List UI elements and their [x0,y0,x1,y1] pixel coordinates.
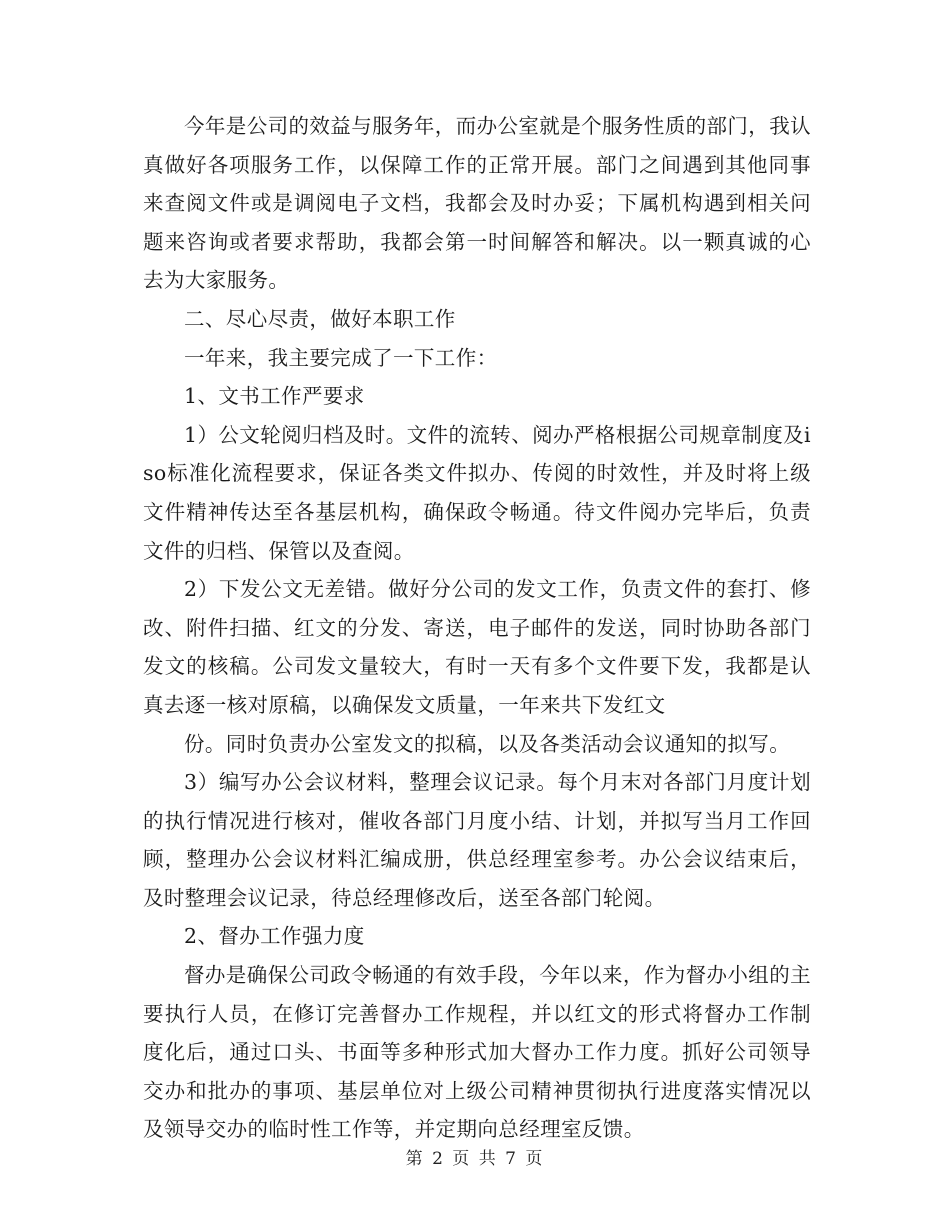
paragraph-service-work: 今年是公司的效益与服务年，而办公室就是个服务性质的部门，我认真做好各项服务工作，以保障工作的正常开展。部门之间遇到其他同事来查阅文件或是调阅电子文档，我都会及时办妥；下属机构遇到相关问题来咨询或者要求帮助，我都会第一时间解答和解决。以一颗真诚的心去为大家服务。 [143,114,811,293]
paragraph-intro-work: 一年来，我主要完成了一下工作： [184,345,498,370]
paragraph-document-issuing-continued: 份。同时负责办公室发文的拟稿，以及各类活动会议通知的拟写。 [184,731,791,756]
subheading-supervision-work: 2、督办工作强力度 [184,924,365,949]
page-number-footer: 第 2 页 共 7 页 [405,1149,545,1169]
paragraph-meeting-materials: 3）编写办公会议材料，整理会议记录。每个月末对各部门月度计划的执行情况进行核对，催收各部门月度小结、计划，并拟写当月工作回顾，整理办公会议材料汇编成册，供总经理室参考。办公会议结束后，及时整理会议记录，待总经理修改后，送至各部门轮阅。 [143,770,811,910]
paragraph-document-archiving: 1）公文轮阅归档及时。文件的流转、阅办严格根据公司规章制度及iso标准化流程要求，保证各类文件拟办、传阅的时效性，并及时将上级文件精神传达至各基层机构，确保政令畅通。待文件阅办完毕后，负责文件的归档、保管以及查阅。 [143,422,811,563]
paragraph-document-issuing: 2）下发公文无差错。做好分公司的发文工作，负责文件的套打、修改、附件扫描、红文的分发、寄送，电子邮件的发送，同时协助各部门发文的核稿。公司发文量较大，有时一天有多个文件要下发，我都是认真去逐一核对原稿，以确保发文质量，一年来共下发红文 [143,577,811,717]
subheading-clerical-work: 1、文书工作严要求 [184,384,365,409]
paragraph-supervision: 督办是确保公司政令畅通的有效手段，今年以来，作为督办小组的主要执行人员，在修订完善督办工作规程，并以红文的形式将督办工作制度化后，通过口头、书面等多种形式加大督办工作力度。抓好公司领导交办和批办的事项、基层单位对上级公司精神贯彻执行进度落实情况以及领导交办的临时性工作等，并定期向总经理室反馈。 [143,963,811,1142]
document-body [143,107,811,1149]
section-heading-duties: 二、尽心尽责，做好本职工作 [184,306,456,331]
